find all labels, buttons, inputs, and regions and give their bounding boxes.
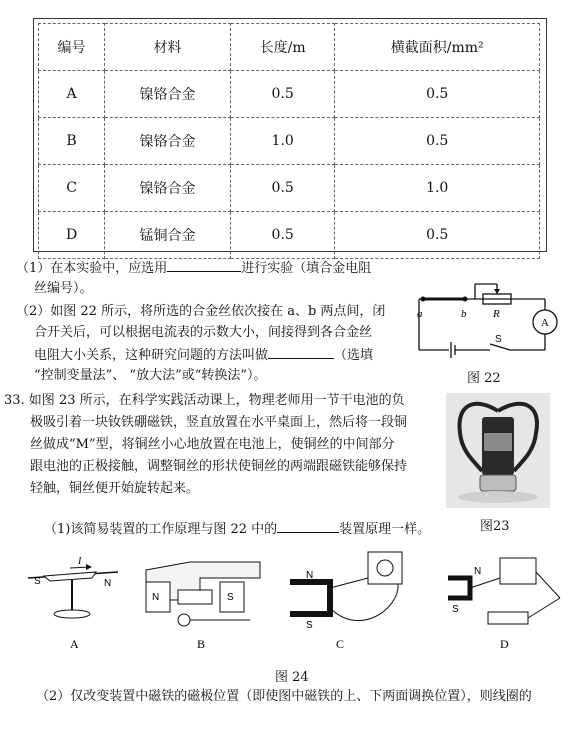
- materials-table: [38, 23, 540, 259]
- label-r: R: [493, 308, 500, 320]
- svg-text:S: S: [227, 592, 234, 603]
- ammeter-label: A: [541, 317, 549, 329]
- question-33-line-1: 33. 如图 23 所示，在科学实践活动课上，物理老师用一节干电池的负: [4, 393, 405, 408]
- svg-text:N: N: [104, 578, 112, 589]
- figure-24-c: [290, 552, 402, 631]
- figure-23-photo: [446, 393, 550, 508]
- figure-24-b: [146, 562, 260, 626]
- figure-24: [0, 548, 573, 660]
- table-header-row: [39, 24, 540, 71]
- table-row: [39, 118, 540, 165]
- question-33-line-5: 轻触，铜丝便开始旋转起来。: [30, 481, 200, 496]
- figure-24-d: [448, 558, 560, 624]
- table-cell: 锰铜合金: [105, 212, 231, 259]
- table-cell: 0.5: [230, 212, 335, 259]
- table-row: [39, 165, 540, 212]
- question-text: 进行实验（填合金电阻: [241, 261, 372, 276]
- figure-24-label-c: C: [336, 637, 345, 651]
- question-text: （选填: [334, 348, 374, 363]
- question-1-line-2: 丝编号）。: [34, 281, 93, 296]
- svg-text:N: N: [474, 566, 482, 577]
- table-cell: B: [39, 118, 105, 165]
- table-cell: 0.5: [335, 71, 540, 118]
- answer-blank[interactable]: [167, 259, 241, 272]
- question-2-line-1: （2）如图 22 所示，将所选的合金丝依次接在 a、b 两点间，闭: [16, 304, 386, 319]
- table-cell: 0.5: [335, 212, 540, 259]
- table-cell: D: [39, 212, 105, 259]
- question-33-sub-1: [44, 520, 430, 539]
- question-33-line-4: 跟电池的正极接触，调整铜丝的形状使铜丝的两端跟磁铁能够保持: [30, 459, 408, 474]
- answer-blank[interactable]: [277, 520, 339, 533]
- svg-text:I: I: [78, 556, 82, 567]
- figure-24-label-a: A: [70, 637, 79, 651]
- figure-23-caption: 图23: [480, 519, 510, 534]
- svg-text:N: N: [306, 570, 314, 581]
- table-cell: 1.0: [230, 118, 335, 165]
- svg-text:S: S: [452, 604, 459, 615]
- question-33-line-3: 丝做成“M”型，将铜丝小心地放置在电池上，使铜丝的中间部分: [30, 437, 395, 452]
- table-row: [39, 71, 540, 118]
- figure-22-caption: 图 22: [467, 371, 501, 386]
- table-header: 材料: [105, 24, 231, 71]
- figure-24-label-d: D: [500, 637, 509, 651]
- table-cell: C: [39, 165, 105, 212]
- data-table-frame: [33, 18, 547, 252]
- figure-24-a: [28, 556, 118, 618]
- table-cell: 镍铬合金: [105, 165, 231, 212]
- question-2-line-4: “控制变量法”、 “放大法”或“转换法”）。: [34, 368, 267, 383]
- table-header: 长度/m: [230, 24, 335, 71]
- table-header: 横截面积/mm²: [335, 24, 540, 71]
- question-2-line-2: 合开关后，可以根据电流表的示数大小，间接得到各合金丝: [34, 325, 373, 340]
- figure-24-label-b: B: [197, 637, 206, 651]
- table-row: [39, 212, 540, 259]
- table-cell: 镍铬合金: [105, 71, 231, 118]
- switch-label: S: [495, 334, 502, 345]
- question-text: 装置原理一样。: [339, 522, 431, 537]
- question-text: （1）在本实验中，应选用: [16, 261, 168, 276]
- question-33-sub-2: （2）仅改变装置中磁铁的磁极位置（即使图中磁铁的上、下两面调换位置），则线圈的: [36, 689, 532, 704]
- svg-text:N: N: [152, 592, 160, 603]
- label-b: b: [461, 308, 467, 320]
- table-cell: 0.5: [230, 71, 335, 118]
- question-33-line-2: 极吸引着一块钕铁硼磁铁，竖直放置在水平桌面上，然后将一段铜: [30, 415, 408, 430]
- svg-text:S: S: [306, 620, 313, 631]
- svg-text:S: S: [34, 576, 41, 587]
- label-a: a: [417, 308, 423, 320]
- table-header: 编号: [39, 24, 105, 71]
- question-text: （1)该简易装置的工作原理与图 22 中的: [44, 522, 278, 537]
- question-1-line-1: [16, 259, 371, 278]
- answer-blank[interactable]: [268, 346, 334, 359]
- question-text: 电阻大小关系，这种研究问题的方法叫做: [34, 348, 269, 363]
- table-cell: A: [39, 71, 105, 118]
- table-cell: 0.5: [335, 118, 540, 165]
- question-2-line-3: [34, 346, 373, 365]
- table-cell: 1.0: [335, 165, 540, 212]
- figure-24-caption: 图 24: [275, 670, 309, 685]
- table-cell: 0.5: [230, 165, 335, 212]
- table-cell: 镍铬合金: [105, 118, 231, 165]
